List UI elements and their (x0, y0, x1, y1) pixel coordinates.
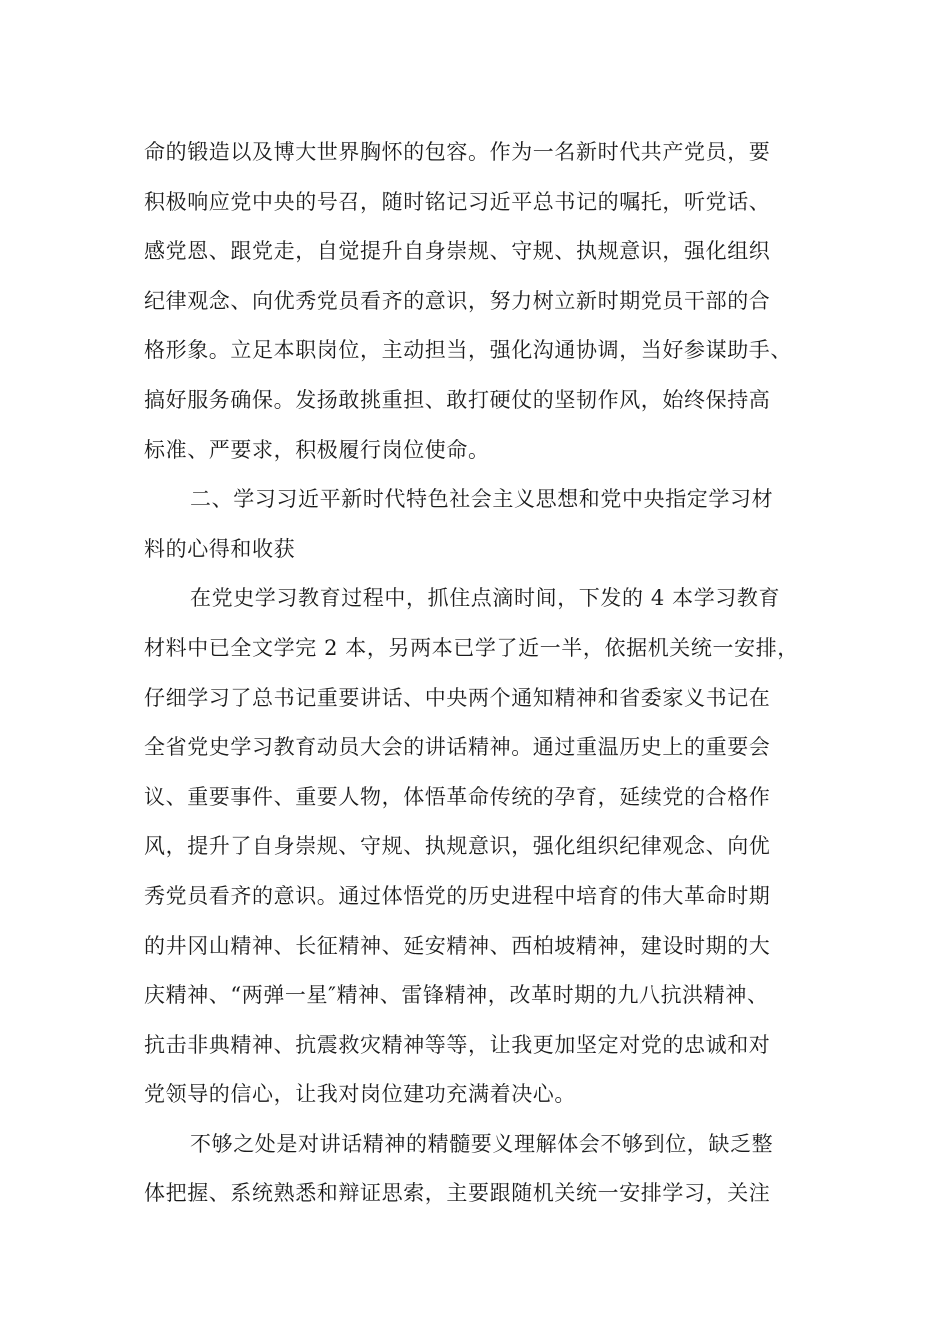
text-line: 感党恩、跟党走，自觉提升自身崇规、守规、执规意识，强化组织 (144, 239, 771, 264)
text-line: 积极响应党中央的号召，随时铭记习近平总书记的嘱托，听党话、 (144, 189, 771, 214)
text-line: 秀党员看齐的意识。通过体悟党的历史进程中培育的伟大革命时期 (144, 883, 771, 908)
text-line: 命的锻造以及博大世界胸怀的包容。作为一名新时代共产党员，要 (144, 140, 771, 164)
text-line: 格形象。立足本职岗位，主动担当，强化沟通协调，当好参谋助手、 (144, 338, 792, 363)
paragraph-first-line: 二、学习习近平新时代特色社会主义思想和党中央指定学习材 (190, 487, 774, 512)
text-line: 议、重要事件、重要人物，体悟革命传统的孕育，延续党的合格作 (144, 784, 771, 809)
text-line: 抗击非典精神、抗震救灾精神等等，让我更加坚定对党的忠诚和对 (144, 1032, 771, 1057)
text-line: 的井冈山精神、长征精神、延安精神、西柏坡精神，建设时期的大 (144, 933, 771, 958)
text-line: 纪律观念、向优秀党员看齐的意识，努力树立新时期党员干部的合 (144, 288, 771, 313)
text-line: 庆精神、“两弹一星″精神、雷锋精神，改革时期的九八抗洪精神、 (144, 983, 769, 1008)
text-line: 风，提升了自身崇规、守规、执规意识，强化组织纪律观念、向优 (144, 834, 771, 859)
text-line: 仔细学习了总书记重要讲话、中央两个通知精神和省委家义书记在 (144, 685, 771, 710)
text-line: 材料中已全文学完 2 本，另两本已学了近一半，依据机关统一安排， (144, 635, 799, 660)
text-line: 党领导的信心，让我对岗位建功充满着决心。 (144, 1082, 576, 1107)
paragraph-first-line: 在党史学习教育过程中，抓住点滴时间，下发的 4 本学习教育 (190, 586, 781, 611)
paragraph-first-line: 不够之处是对讲话精神的精髓要义理解体会不够到位，缺乏整 (190, 1131, 774, 1156)
text-line: 全省党史学习教育动员大会的讲话精神。通过重温历史上的重要会 (144, 735, 771, 760)
text-line: 搞好服务确保。发扬敢挑重担、敢打硬仗的坚韧作风，始终保持高 (144, 387, 771, 412)
text-line: 标准、严要求，积极履行岗位使命。 (144, 437, 490, 462)
text-line: 料的心得和收获 (144, 536, 296, 561)
text-line: 体把握、系统熟悉和辩证思索，主要跟随机关统一安排学习，关注 (144, 1181, 771, 1206)
body-text (144, 128, 808, 1219)
